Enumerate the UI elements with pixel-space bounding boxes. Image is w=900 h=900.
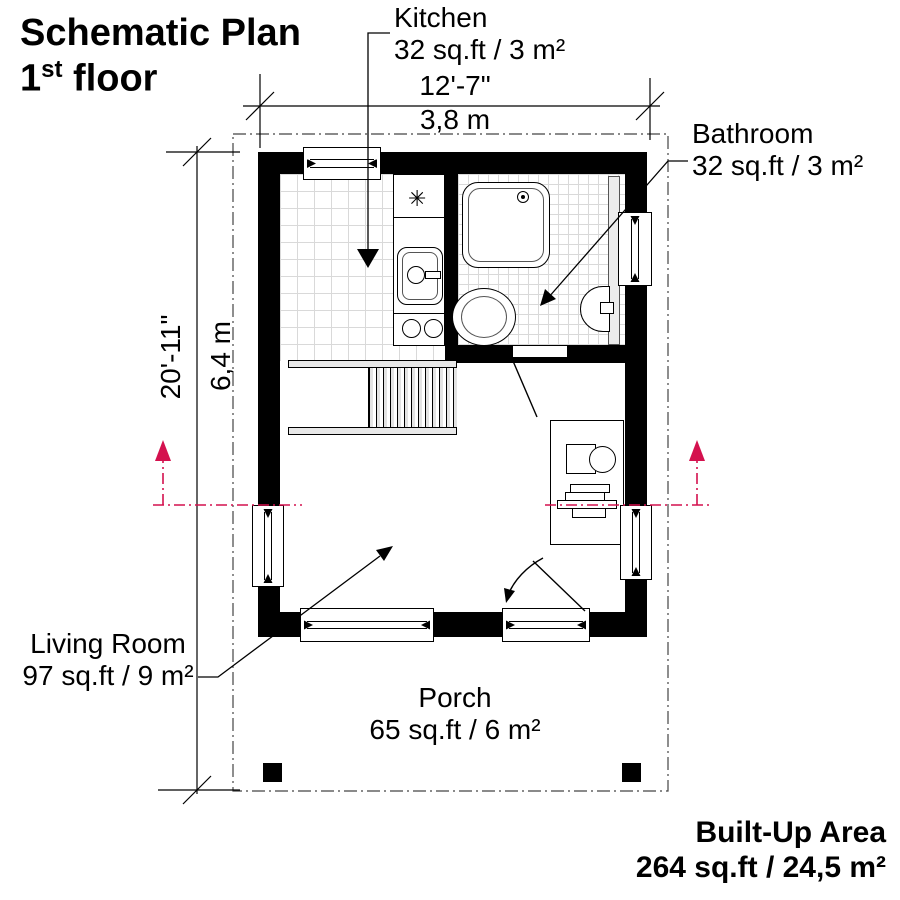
dim-tick — [636, 92, 664, 120]
stove-burner-left — [402, 319, 421, 338]
desk — [550, 420, 624, 545]
living-room-area: 97 sq.ft / 9 m² — [22, 660, 194, 692]
bathroom-door-leaf — [513, 361, 537, 417]
bathroom-door-panel — [512, 345, 568, 358]
entry-swing-arrow-icon — [504, 588, 515, 603]
page-title — [20, 12, 301, 101]
section-arrow-right-icon — [689, 440, 705, 461]
shower-drain-dot — [521, 195, 525, 199]
width-dimension-imperial: 12'-7" — [419, 70, 491, 101]
stove-burner-right — [424, 319, 443, 338]
depth-dimension-imperial: 20'-11" — [154, 314, 186, 400]
kitchen-area: 32 sq.ft / 3 m² — [394, 34, 566, 66]
counter-divider-1 — [394, 217, 444, 218]
entry-door-leaf — [533, 561, 585, 611]
title-line2: 1st floor — [20, 55, 158, 100]
shower-tray-inner — [468, 188, 544, 262]
basin-tap — [600, 302, 614, 314]
built-up-area-value: 264 sq.ft / 24,5 m² — [635, 850, 886, 884]
living-room-label — [12, 628, 204, 692]
bathroom-name: Bathroom — [692, 118, 814, 149]
title-line1: Schematic Plan — [20, 12, 301, 54]
window-kitchen-north — [303, 147, 381, 180]
dim-tick — [183, 138, 211, 166]
porch-post-left — [263, 763, 282, 782]
bathroom-area: 32 sq.ft / 3 m² — [692, 150, 864, 182]
section-arrow-left-icon — [155, 440, 171, 461]
window-living-west — [252, 505, 284, 587]
window-living-east — [620, 505, 652, 580]
toilet-bowl — [461, 296, 507, 338]
stairs-rail-bottom — [288, 427, 457, 435]
window-bathroom-east — [618, 212, 652, 286]
stairs-treads — [368, 368, 457, 427]
desk-paper-4 — [572, 508, 606, 518]
window-living-south — [300, 608, 434, 642]
faucet-spout — [425, 271, 441, 279]
living-room-name: Living Room — [30, 628, 186, 659]
porch-area: 65 sq.ft / 6 m² — [369, 714, 541, 746]
built-up-area-label: Built-Up Area — [695, 816, 886, 849]
width-dimension-metric: 3,8 m — [419, 104, 491, 135]
bathroom-label — [692, 118, 863, 182]
porch-name: Porch — [418, 682, 492, 713]
kitchen-label — [394, 2, 565, 66]
built-up-area-summary — [636, 816, 886, 885]
desk-chair — [589, 446, 616, 473]
kitchen-name: Kitchen — [394, 2, 488, 33]
porch-post-right — [622, 763, 641, 782]
counter-divider-2 — [394, 313, 444, 314]
faucet-icon — [407, 266, 425, 284]
stairs-rail-top — [288, 360, 457, 368]
living-leader-arrow-icon — [376, 546, 393, 561]
dim-tick — [183, 776, 211, 804]
porch-label — [350, 682, 560, 746]
ceiling-light-icon: ✳ — [408, 186, 427, 211]
depth-dimension-metric: 6,4 m — [204, 320, 236, 392]
entry-door — [502, 608, 590, 642]
entry-swing-arc — [507, 558, 543, 598]
